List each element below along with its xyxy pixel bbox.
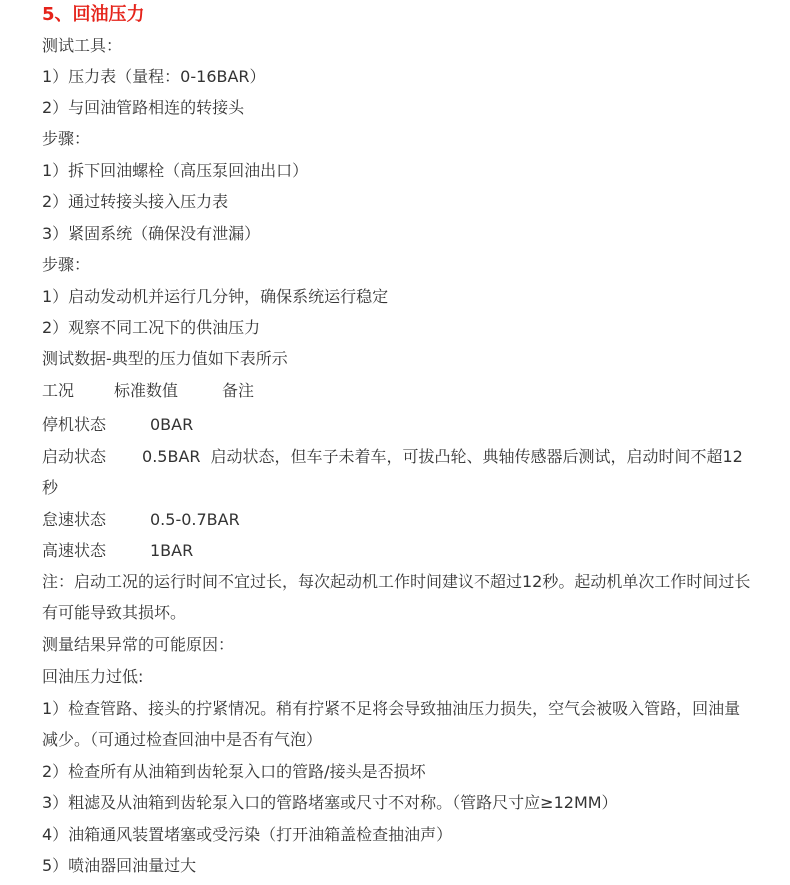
tools-label: 测试工具： — [42, 36, 123, 55]
note-paragraph: 注：启动工况的运行时间不宜过长，每次起动机工作时间建议不超过12秒。起动机单次工作时间过长有可能导致其损坏。 — [42, 572, 751, 622]
table-cell-state: 启动状态 — [42, 447, 107, 466]
table-header-cell: 工况 — [42, 381, 75, 400]
cause-item: 5）喷油器回油量过大 — [42, 856, 197, 875]
table-intro: 测试数据-典型的压力值如下表所示 — [42, 349, 288, 368]
step-item: 3）紧固系统（确保没有泄漏） — [42, 224, 261, 243]
table-cell-state: 停机状态 — [42, 415, 107, 434]
table-cell-state: 高速状态 — [42, 541, 107, 560]
low-pressure-label: 回油压力过低: — [42, 667, 144, 686]
cause-item: 3）粗滤及从油箱到齿轮泵入口的管路堵塞或尺寸不对称。（管路尺寸应≥12MM） — [42, 793, 618, 812]
table-header-cell: 备注 — [222, 381, 255, 400]
section-heading: 5、回油压力 — [42, 4, 145, 25]
steps-label: 步骤： — [42, 255, 91, 274]
cause-item: 2）检查所有从油箱到齿轮泵入口的管路/接头是否损坏 — [42, 762, 426, 781]
table-cell-value: 0BAR — [150, 415, 194, 434]
table-row — [42, 441, 754, 503]
step-item: 1）拆下回油螺栓（高压泵回油出口） — [42, 161, 309, 180]
tool-item: 1）压力表（量程：0-16BAR） — [42, 67, 266, 86]
table-cell-note: 启动状态，但车子未着车，可拔凸轮、典轴传感器后测试，启动时间不超12秒 — [42, 447, 743, 497]
step-item: 2）通过转接头接入压力表 — [42, 192, 229, 211]
table-cell-value: 0.5BAR — [142, 447, 201, 466]
cause-item: 4）油箱通风装置堵塞或受污染（打开油箱盖检查抽油声） — [42, 825, 453, 844]
tool-item: 2）与回油管路相连的转接头 — [42, 98, 245, 117]
table-cell-value: 0.5-0.7BAR — [150, 510, 240, 529]
table-cell-state: 怠速状态 — [42, 510, 107, 529]
table-cell-value: 1BAR — [150, 541, 194, 560]
step-item: 2）观察不同工况下的供油压力 — [42, 318, 261, 337]
table-header-cell: 标准数值 — [114, 381, 179, 400]
cause-item: 1）检查管路、接头的拧紧情况。稍有拧紧不足将会导致抽油压力损失，空气会被吸入管路，回油量减少。（可通过检查回油中是否有气泡） — [42, 699, 741, 749]
steps-label: 步骤： — [42, 129, 91, 148]
causes-label: 测量结果异常的可能原因： — [42, 635, 235, 654]
step-item: 1）启动发动机并运行几分钟，确保系统运行稳定 — [42, 287, 389, 306]
